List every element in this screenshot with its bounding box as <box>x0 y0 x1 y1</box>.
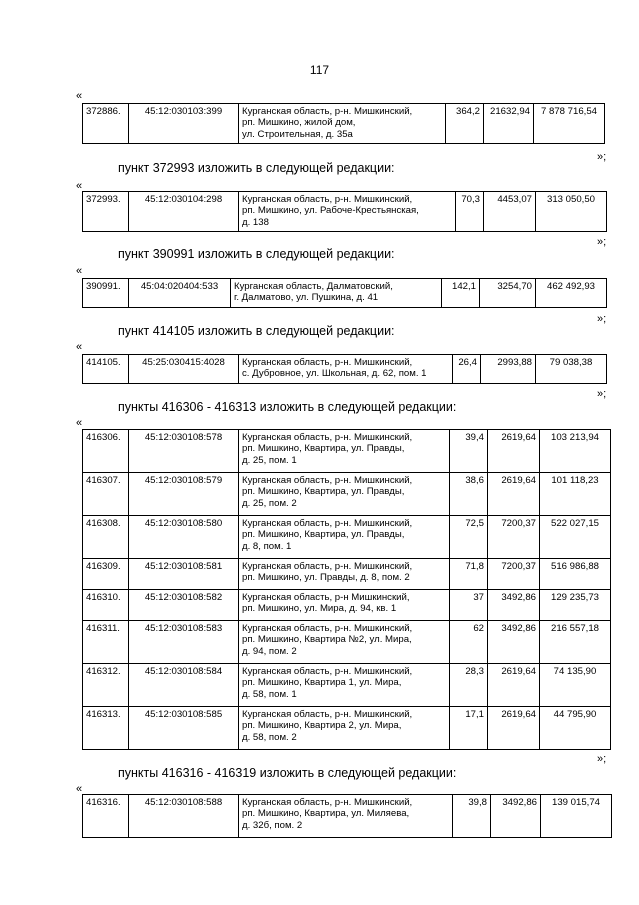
item-number-cell: 416307. <box>83 473 129 516</box>
address-line: рп. Мишкино, Квартира №2, ул. Мира, <box>242 634 412 646</box>
address-line: Курганская область, Далматовский, <box>234 281 393 292</box>
address-line: Курганская область, р-н Мишкинский, <box>242 592 410 603</box>
address-line: д. 25, пом. 2 <box>242 497 297 509</box>
cadastral-cost-cell: 216 557,18 <box>540 621 611 664</box>
cadastral-number-cell: 45:12:030108:582 <box>129 590 239 621</box>
cadastral-number-cell: 45:12:030108:583 <box>129 621 239 664</box>
table-row <box>83 590 611 621</box>
address-cell <box>239 516 450 559</box>
register-table <box>82 191 607 232</box>
address-line: рп. Мишкино, Квартира, ул. Правды, <box>242 529 405 541</box>
unit-price-cell: 4453,07 <box>484 192 536 232</box>
cadastral-cost-cell: 44 795,90 <box>540 707 611 750</box>
open-quote: « <box>76 265 83 277</box>
cadastral-cost-cell: 516 986,88 <box>540 559 611 590</box>
item-number-cell: 416306. <box>83 430 129 473</box>
area-cell: 37 <box>450 590 488 621</box>
cadastral-number-cell: 45:12:030108:585 <box>129 707 239 750</box>
address-line: рп. Мишкино, Квартира, ул. Правды, <box>242 443 405 455</box>
unit-price-cell: 2619,64 <box>488 707 540 750</box>
cadastral-number-cell: 45:12:030108:579 <box>129 473 239 516</box>
table-row <box>83 279 607 308</box>
item-number-cell: 416308. <box>83 516 129 559</box>
address-line: Курганская область, р-н. Мишкинский, <box>242 432 413 443</box>
address-line: с. Дубровное, ул. Школьная, д. 62, пом. 1 <box>242 368 427 380</box>
cadastral-number-cell: 45:12:030108:581 <box>129 559 239 590</box>
unit-price-cell: 3492,86 <box>491 795 541 838</box>
address-line: Курганская область, р-н. Мишкинский, <box>242 518 413 529</box>
register-table <box>82 429 611 750</box>
address-cell <box>239 621 450 664</box>
address-line: Курганская область, р-н. Мишкинский, <box>242 106 413 117</box>
address-line: Курганская область, р-н. Мишкинский, <box>242 623 413 634</box>
close-quote: »; <box>597 236 607 248</box>
address-line: Курганская область, р-н. Мишкинский, <box>242 194 413 205</box>
open-quote: « <box>76 341 83 353</box>
cadastral-cost-cell: 103 213,94 <box>540 430 611 473</box>
cadastral-cost-cell: 139 015,74 <box>541 795 612 838</box>
cadastral-cost-cell: 129 235,73 <box>540 590 611 621</box>
table-row <box>83 473 611 516</box>
table-row <box>83 355 607 384</box>
area-cell: 39,8 <box>453 795 491 838</box>
address-cell <box>239 355 453 384</box>
address-line: Курганская область, р-н. Мишкинский, <box>242 561 413 572</box>
item-number-cell: 372886. <box>83 104 129 144</box>
area-cell: 38,6 <box>450 473 488 516</box>
address-cell <box>239 192 456 232</box>
table-row <box>83 559 611 590</box>
address-line: рп. Мишкино, Квартира, ул. Миляева, <box>242 808 410 820</box>
address-line: ул. Строительная, д. 35а <box>242 128 353 140</box>
item-number-cell: 416311. <box>83 621 129 664</box>
open-quote: « <box>76 180 83 192</box>
address-cell <box>239 430 450 473</box>
unit-price-cell: 2619,64 <box>488 430 540 473</box>
address-line: д. 58, пом. 1 <box>242 688 297 700</box>
address-cell <box>239 664 450 707</box>
close-quote: »; <box>597 313 607 325</box>
address-line: Курганская область, р-н. Мишкинский, <box>242 475 413 486</box>
register-table <box>82 103 605 144</box>
area-cell: 39,4 <box>450 430 488 473</box>
cadastral-cost-cell: 7 878 716,54 <box>534 104 605 144</box>
address-line: д. 25, пом. 1 <box>242 454 297 466</box>
item-number-cell: 416310. <box>83 590 129 621</box>
area-cell: 62 <box>450 621 488 664</box>
item-number-cell: 390991. <box>83 279 129 308</box>
unit-price-cell: 3254,70 <box>480 279 536 308</box>
amendment-heading: пункт 390991 изложить в следующей редакции: <box>118 247 395 261</box>
address-line: д. 32б, пом. 2 <box>242 819 303 831</box>
cadastral-number-cell: 45:12:030108:580 <box>129 516 239 559</box>
table-row <box>83 430 611 473</box>
cadastral-cost-cell: 79 038,38 <box>536 355 607 384</box>
cadastral-cost-cell: 313 050,50 <box>536 192 607 232</box>
address-line: д. 138 <box>242 216 269 228</box>
item-number-cell: 416313. <box>83 707 129 750</box>
address-line: д. 8, пом. 1 <box>242 540 292 552</box>
amendment-heading: пункт 414105 изложить в следующей редакции: <box>118 324 395 338</box>
amendment-heading: пункт 372993 изложить в следующей редакции: <box>118 161 395 175</box>
area-cell: 17,1 <box>450 707 488 750</box>
address-cell <box>231 279 442 308</box>
address-line: рп. Мишкино, ул. Правды, д. 8, пом. 2 <box>242 572 410 584</box>
address-line: рп. Мишкино, Квартира 1, ул. Мира, <box>242 677 402 689</box>
close-quote: »; <box>597 388 607 400</box>
item-number-cell: 416312. <box>83 664 129 707</box>
unit-price-cell: 3492,86 <box>488 621 540 664</box>
address-line: рп. Мишкино, Квартира, ул. Правды, <box>242 486 405 498</box>
address-cell <box>239 707 450 750</box>
table-row <box>83 795 612 838</box>
open-quote: « <box>76 417 83 429</box>
cadastral-number-cell: 45:12:030104:298 <box>129 192 239 232</box>
cadastral-number-cell: 45:12:030108:578 <box>129 430 239 473</box>
address-line: рп. Мишкино, ул. Рабоче-Крестьянская, <box>242 205 419 217</box>
open-quote: « <box>76 783 83 795</box>
cadastral-cost-cell: 522 027,15 <box>540 516 611 559</box>
table-row <box>83 664 611 707</box>
register-table <box>82 354 607 384</box>
amendment-heading: пункты 416316 - 416319 изложить в следующей редакции: <box>118 766 457 780</box>
address-line: рп. Мишкино, Квартира 2, ул. Мира, <box>242 720 402 732</box>
amendment-heading: пункты 416306 - 416313 изложить в следующей редакции: <box>118 400 457 414</box>
cadastral-number-cell: 45:04:020404:533 <box>129 279 231 308</box>
address-line: г. Далматово, ул. Пушкина, д. 41 <box>234 292 379 304</box>
cadastral-cost-cell: 101 118,23 <box>540 473 611 516</box>
unit-price-cell: 21632,94 <box>484 104 534 144</box>
area-cell: 70,3 <box>456 192 484 232</box>
cadastral-number-cell: 45:12:030103:399 <box>129 104 239 144</box>
address-cell <box>239 590 450 621</box>
address-line: Курганская область, р-н. Мишкинский, <box>242 797 413 808</box>
area-cell: 72,5 <box>450 516 488 559</box>
address-cell <box>239 795 453 838</box>
item-number-cell: 372993. <box>83 192 129 232</box>
close-quote: »; <box>597 151 607 163</box>
unit-price-cell: 2619,64 <box>488 473 540 516</box>
address-line: д. 94, пом. 2 <box>242 645 297 657</box>
area-cell: 28,3 <box>450 664 488 707</box>
cadastral-cost-cell: 462 492,93 <box>536 279 607 308</box>
close-quote: »; <box>597 753 607 765</box>
cadastral-number-cell: 45:12:030108:584 <box>129 664 239 707</box>
address-cell <box>239 473 450 516</box>
cadastral-number-cell: 45:25:030415:4028 <box>129 355 239 384</box>
open-quote: « <box>76 90 83 102</box>
table-row <box>83 707 611 750</box>
area-cell: 142,1 <box>442 279 480 308</box>
address-line: Курганская область, р-н. Мишкинский, <box>242 709 413 720</box>
area-cell: 26,4 <box>453 355 481 384</box>
area-cell: 71,8 <box>450 559 488 590</box>
register-table <box>82 278 607 308</box>
item-number-cell: 416316. <box>83 795 129 838</box>
cadastral-number-cell: 45:12:030108:588 <box>129 795 239 838</box>
item-number-cell: 416309. <box>83 559 129 590</box>
address-cell <box>239 559 450 590</box>
unit-price-cell: 3492,86 <box>488 590 540 621</box>
unit-price-cell: 7200,37 <box>488 516 540 559</box>
address-line: рп. Мишкино, ул. Мира, д. 94, кв. 1 <box>242 603 397 615</box>
address-line: рп. Мишкино, жилой дом, <box>242 117 356 129</box>
table-row <box>83 192 607 232</box>
address-line: д. 58, пом. 2 <box>242 731 297 743</box>
unit-price-cell: 2993,88 <box>481 355 536 384</box>
address-line: Курганская область, р-н. Мишкинский, <box>242 666 413 677</box>
address-line: Курганская область, р-н. Мишкинский, <box>242 357 413 368</box>
page-number: 117 <box>309 63 330 77</box>
unit-price-cell: 7200,37 <box>488 559 540 590</box>
unit-price-cell: 2619,64 <box>488 664 540 707</box>
address-cell <box>239 104 446 144</box>
item-number-cell: 414105. <box>83 355 129 384</box>
table-row <box>83 621 611 664</box>
register-table <box>82 794 612 838</box>
table-row <box>83 104 605 144</box>
cadastral-cost-cell: 74 135,90 <box>540 664 611 707</box>
table-row <box>83 516 611 559</box>
area-cell: 364,2 <box>446 104 484 144</box>
